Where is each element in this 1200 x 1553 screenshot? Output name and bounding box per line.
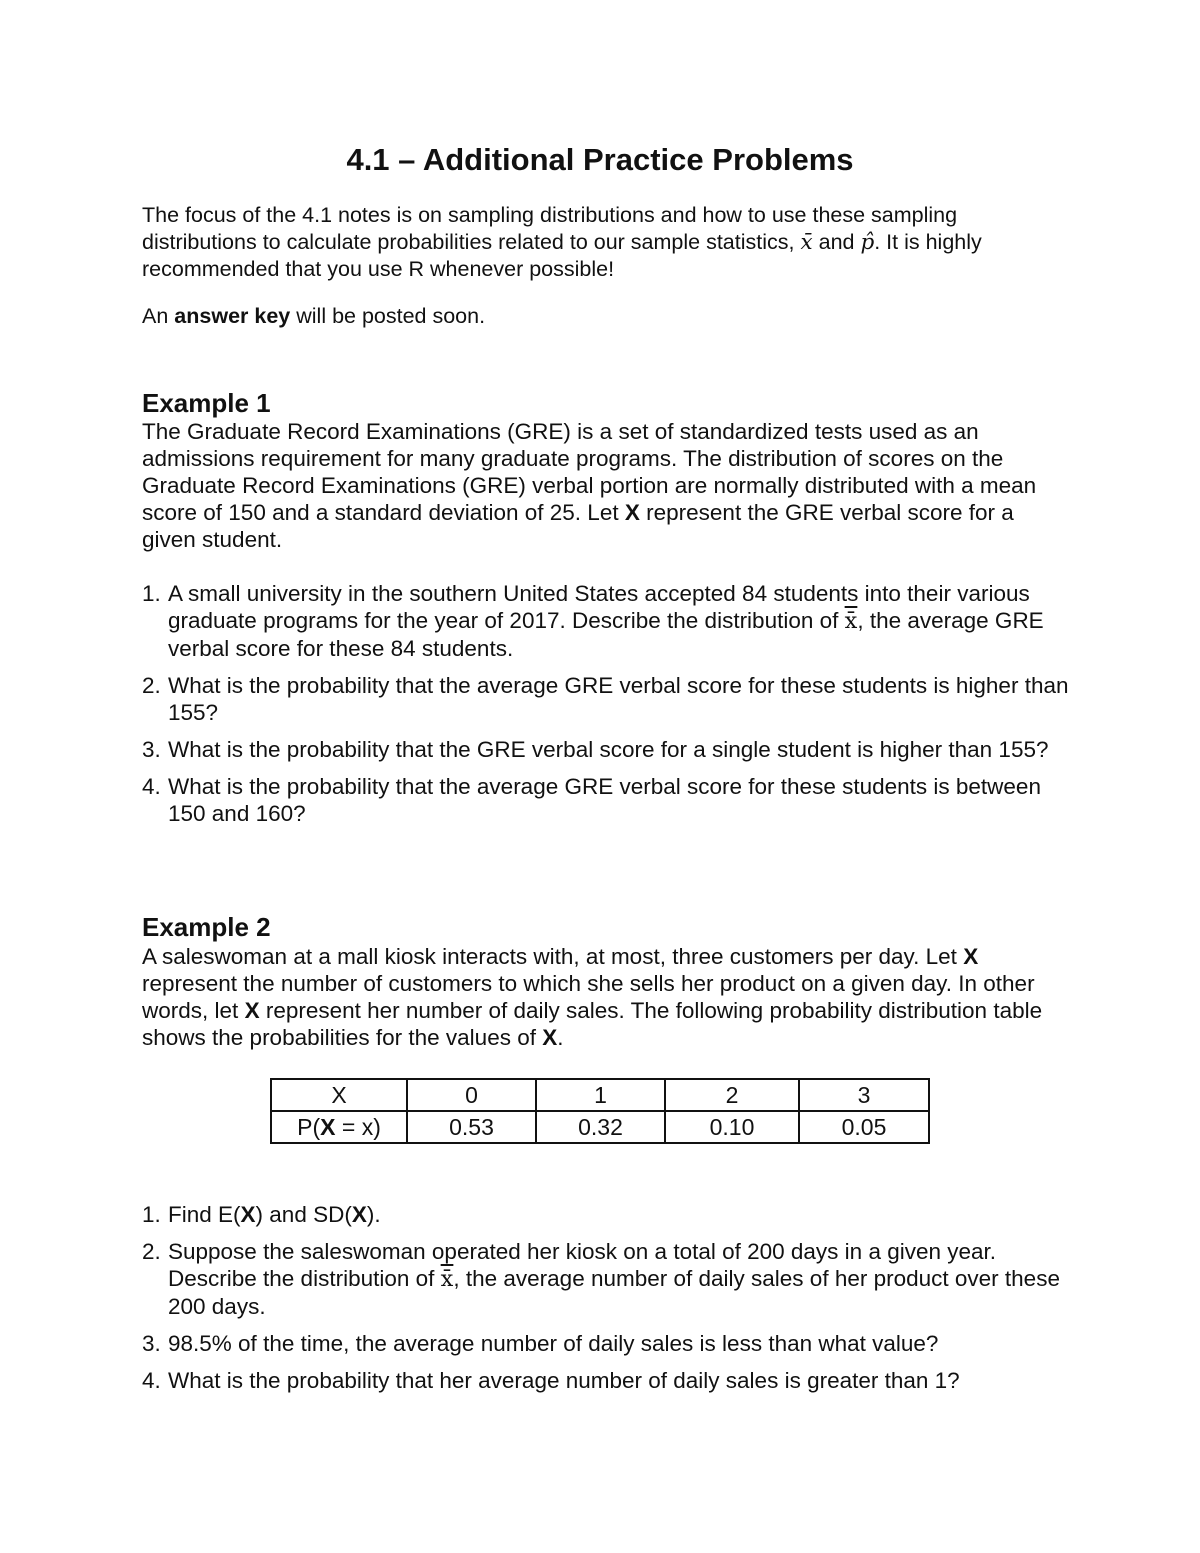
example-2-description: A saleswoman at a mall kiosk interacts with, at most, three customers per day. Let X represent the number of customers to which she sells her product on a given day. In other words, let X represent her number of daily sales. The following probability distribution table shows the probabilities for the values of X. (142, 944, 1043, 1050)
intro-paragraph (142, 202, 1072, 283)
table-cell: 0.53 (407, 1111, 536, 1143)
xbar-symbol: x̄ (844, 608, 858, 634)
list-item: 1. A small university in the southern United States accepted 84 students into their various graduate programs for the year of 2017. Describe the distribution of x̄, the average GRE verbal score for these 84 students. (142, 581, 1044, 661)
example-2-heading: Example 2 (142, 912, 271, 942)
page-title: 4.1 – Additional Practice Problems (346, 142, 854, 177)
intro-line-1: The focus of the 4.1 notes is on sampling distributions and how to use these sampling (142, 203, 958, 227)
table-cell: 0.05 (799, 1111, 929, 1143)
list-item: 4. What is the probability that the average GRE verbal score for these students is between 150 and 160? (142, 774, 1041, 826)
table-cell: 2 (665, 1079, 799, 1111)
table-cell: 0.10 (665, 1111, 799, 1143)
phat-symbol: p̂ (860, 229, 875, 255)
intro-line-3: recommended that you use R whenever possible! (142, 257, 615, 281)
list-item: 3. 98.5% of the time, the average number of daily sales is less than what value? (142, 1331, 939, 1356)
list-item: 3. What is the probability that the GRE verbal score for a single student is higher than 155? (142, 737, 1049, 762)
list-item: 1. Find E(X) and SD(X). (142, 1202, 381, 1227)
list-item: 2. What is the probability that the average GRE verbal score for these students is higher than 155? (142, 673, 1069, 725)
table-cell: 1 (536, 1079, 665, 1111)
example-1-questions (142, 580, 1082, 837)
table-header-row (271, 1079, 929, 1111)
example-1-heading: Example 1 (142, 388, 271, 418)
list-item: 4. What is the probability that her average number of daily sales is greater than 1? (142, 1368, 960, 1393)
xbar-symbol: x̄ (440, 1266, 454, 1292)
xbar-symbol: x̄ (800, 229, 813, 255)
answer-key-bold: answer key (174, 304, 291, 328)
example-1-description: The Graduate Record Examinations (GRE) is a set of standardized tests used as an admissions requirement for many graduate programs. The distribution of scores on the Graduate Record Examinations (GRE) verbal portion are normally distributed with a mean score of 150 and a standard deviation of 25. Let X represent the GRE verbal score for a given student. (142, 419, 1037, 552)
table-cell: 0.32 (536, 1111, 665, 1143)
table-cell: 0 (407, 1079, 536, 1111)
list-item: 2. Suppose the saleswoman operated her kiosk on a total of 200 days in a given year. Describe the distribution of x̄, the average number of daily sales of her product over these 200 days. (142, 1239, 1060, 1319)
answer-key-note: An answer key will be posted soon. (142, 304, 486, 328)
table-cell: X (271, 1079, 407, 1111)
intro-line-2: distributions to calculate probabilities related to our sample statistics, x̄ and p̂. It is highly (142, 229, 982, 255)
example-2-questions (142, 1201, 1082, 1404)
table-row (271, 1111, 929, 1143)
table-cell: 3 (799, 1079, 929, 1111)
probability-distribution-table (270, 1078, 930, 1144)
table-row-label: P(X = x) (271, 1111, 407, 1143)
